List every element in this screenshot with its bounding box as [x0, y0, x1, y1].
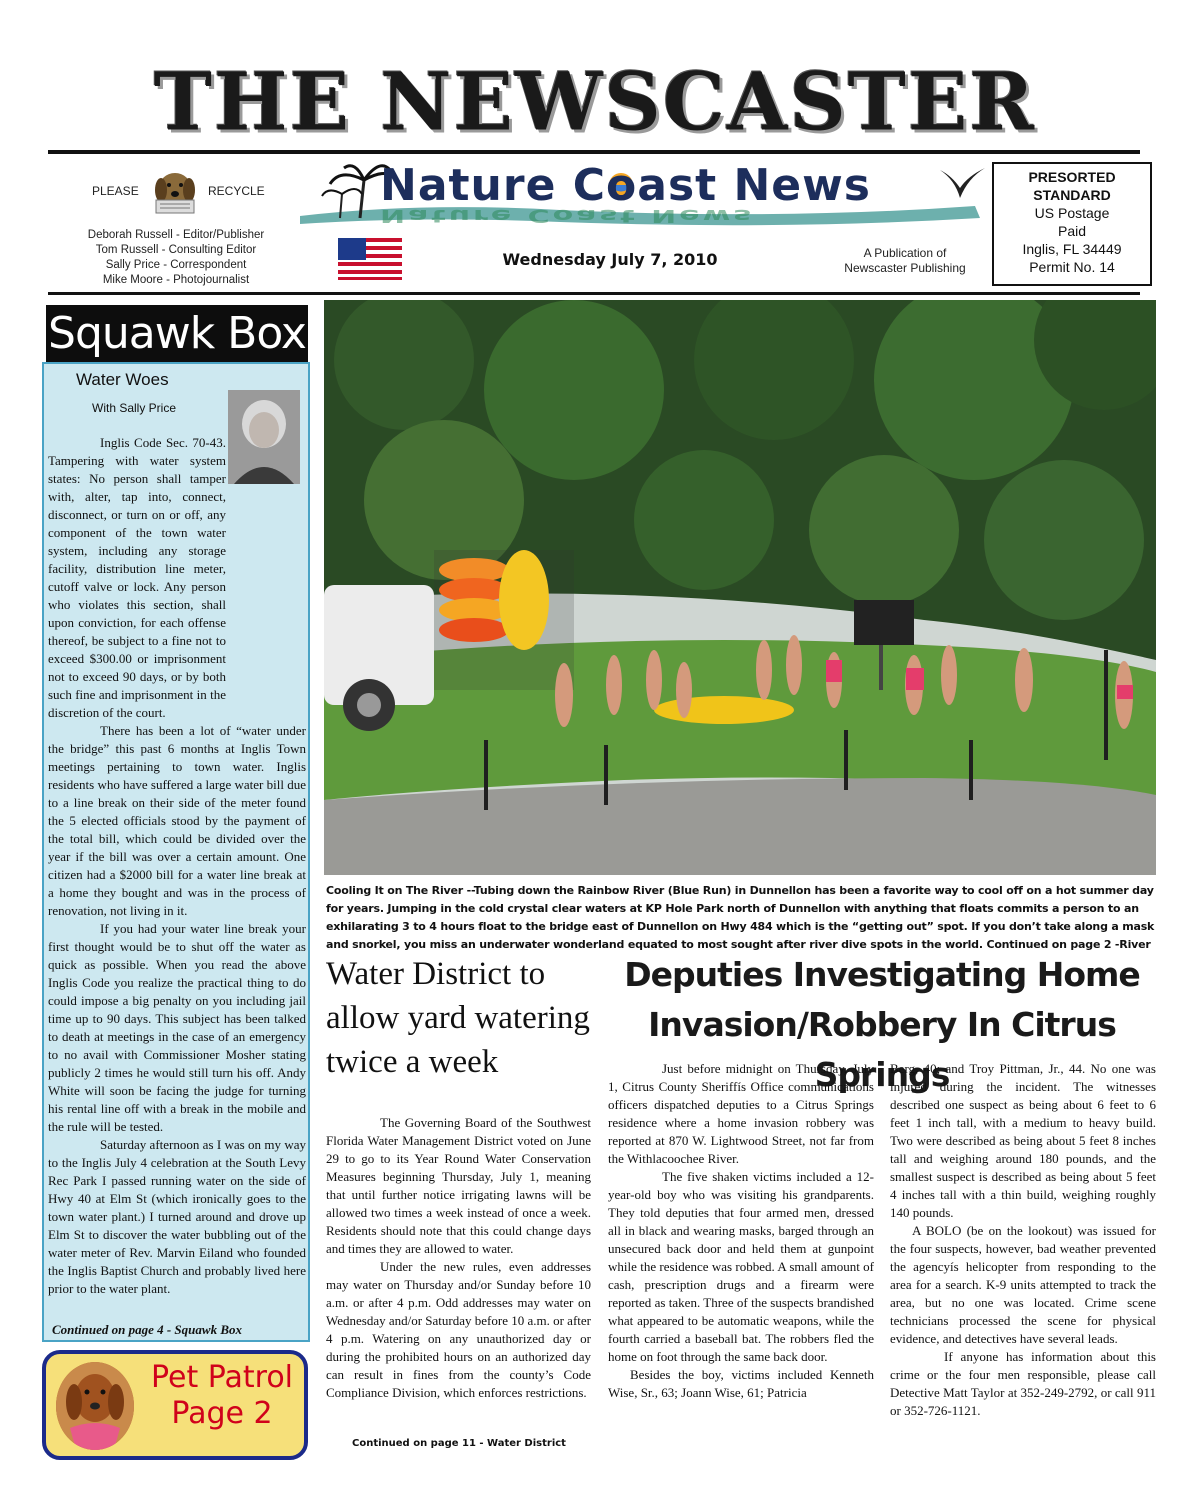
- pet-photo: [56, 1362, 134, 1450]
- newspaper-masthead: THE NEWSCASTER: [153, 56, 1037, 149]
- squawk-box-column: [42, 362, 310, 1342]
- publisher-line: A Publication of: [863, 246, 947, 260]
- article-paragraph: A BOLO (be on the lookout) was issued for the four suspects, however, bad weather prevented the agencyís helicopter from responding to the area for a search. K-9 units attempted to track the area, but no one was located. Crime scene technicians processed the scene for physical evidence, and detectives have several leads.: [890, 1223, 1156, 1346]
- staff-line: Mike Moore - Photojournalist: [102, 274, 250, 286]
- recycle-notice: [58, 170, 298, 220]
- staff-line: Tom Russell - Consulting Editor: [95, 244, 257, 256]
- header-rule: [48, 292, 1140, 295]
- publisher-line: Newscaster Publishing: [844, 261, 966, 275]
- deputies-column-1: [608, 1060, 874, 1402]
- article-paragraph: The Governing Board of the Southwest Florida Water Management District voted on June 29 to go to its Year Round Water Conservation Measures beginning Thursday, July 1, meaning that until further notice irrigating lawns will be allowed two times a week instead of once a week. Residents should note that this could change days and times they are allowed to water.: [326, 1115, 591, 1256]
- water-district-body: [326, 1114, 591, 1402]
- photo-caption: Cooling It on The River --Tubing down the Rainbow River (Blue Run) in Dunnellon has been a favorite way to cool off on a hot summer day for years. Jumping in the cold crystal clear waters at KP Hole Park north of Dunnellon with anything that floats commits a person to an exhilarating 3 to 4 hours float to the bridge east of Dunnellon on Hwy 484 which is the “getting out” spot. If you don’t take along a mask and snorkel, you miss an underwater wonderland equated to most sought after river dive spots in the world. Continued on page 2 -River: [326, 884, 1155, 951]
- masthead-rule: [48, 150, 1140, 154]
- column-paragraph: Saturday afternoon as I was on my way to the Inglis July 4 celebration at the South Levy Rec Park I passed running water on the side of Hwy 40 at Elm St (which ironically goes to the town water plant.) I turned around and drove up Elm St to discover the water bubbling out of the water meter of Rev. Marvin Eiland who founded the Inglis Baptist Church and probably lived here prior to the water plant.: [48, 1137, 306, 1296]
- dog-newspaper-icon: [148, 170, 202, 216]
- article-paragraph: Besides the boy, victims included Kenneth Wise, Sr., 63; Joann Wise, 61; Patricia: [608, 1367, 874, 1400]
- postage-line: US Postage: [1034, 205, 1110, 221]
- staff-line: Sally Price - Correspondent: [105, 259, 247, 271]
- logo-title: Nature Coast News: [380, 160, 871, 211]
- continued-note: Continued on page 11 - Water District: [352, 1438, 566, 1449]
- pet-patrol-promo[interactable]: [42, 1350, 308, 1460]
- article-paragraph: The five shaken victims included a 12-year-old boy who was visiting his grandparents. They told deputies that four armed men, dressed all in black and wearing masks, barged through an unsecured back door and held them at gunpoint while the residence was robbed. A small amount of cash, prescription drugs and a firearm were reported as taken. Three of the suspects brandished what appeared to be automatic weapons, while the fourth carried a baseball bat. The robbers fled the home on foot through the same back door.: [608, 1169, 874, 1364]
- deputies-column-2: [890, 1060, 1156, 1420]
- publisher-note: [820, 246, 990, 276]
- american-flag-icon: [338, 238, 402, 280]
- pet-patrol-line: Page 2: [171, 1396, 273, 1431]
- column-paragraph: Inglis Code Sec. 70-43. Tampering with water system states: No person shall tamper with, alter, tap into, connect, disconnect, or turn on or off, any component of the town water system, including any storage facility, distribution line meter, cutoff valve or lock. Any person who violates this section, shall upon conviction, for each offense thereof, be subject to a fine not to exceed $300.00 or imprisonment not to exceed 90 days, or by both such fine and imprisonment in the discretion of the court.: [48, 435, 226, 720]
- squawk-box-header: Squawk Box: [46, 305, 308, 363]
- pet-patrol-label: [138, 1360, 306, 1432]
- pet-patrol-line: Pet Patrol: [150, 1360, 294, 1395]
- issue-date: Wednesday July 7, 2010: [502, 250, 718, 269]
- seagull-icon: [940, 168, 985, 198]
- postage-line: Paid: [1057, 223, 1087, 239]
- article-paragraph: Just before midnight on Thursday, July 1, Citrus County Sheriffís Office communications officers dispatched deputies to a Citrus Springs residence where a home invasion robbery was reported at 870 W. Lightwood Street, not far from the Withlacoochee River.: [608, 1061, 874, 1166]
- logo-reflection: Nature Coast News: [380, 205, 755, 226]
- article-paragraph: Under the new rules, even addresses may water on Thursday and/or Sunday before 10 a.m. or after 4 p.m. Odd addresses may water on Wednesday and/or Saturday before 10 a.m. or after 4 p.m. Watering on any unauthorized day or during the prohibited hours on an authorized day can result in fines from the county’s Code Compliance Division, which enforces restrictions.: [326, 1259, 591, 1400]
- postage-line: PRESORTED: [1028, 169, 1116, 185]
- nature-coast-news-logo: [300, 158, 990, 230]
- postage-line: Permit No. 14: [1029, 259, 1115, 275]
- column-body: [48, 434, 306, 1298]
- staff-line: Deborah Russell - Editor/Publisher: [87, 229, 265, 241]
- postage-indicia: [992, 162, 1152, 286]
- deputies-headline: Deputies Investigating Home Invasion/Robbery In Citrus Springs: [624, 955, 1140, 1094]
- column-paragraph: There has been a lot of “water under the bridge” this past 6 months at Inglis Town meetings pertaining to town water. Inglis residents who have suffered a large water bill due to a line break on their side of the meter found the 5 elected officials stood by the payment of the total bill, which could be divided over the year if the bill was over a certain amount. One citizen had a $2000 bill for a water line break at a home they bought and was in the process of renovation, not living in it.: [48, 723, 306, 918]
- water-district-headline: Water District to allow yard watering twice a week: [326, 956, 590, 1080]
- postage-line: STANDARD: [1033, 187, 1111, 203]
- staff-list: [58, 228, 294, 288]
- postage-line: Inglis, FL 34449: [1022, 241, 1122, 257]
- article-paragraph: Berg, 40; and Troy Pittman, Jr., 44. No one was injured during the incident. The witnesses described one suspect as being about 6 feet to 6 feet 1 inch tall, with a medium to heavy build. Two were described as being about 5 feet 8 inches tall and weighing around 180 pounds, and the smallest suspect is described as being about 5 feet 4 inches tall with a thin build, weighing roughly 140 pounds.: [890, 1061, 1156, 1220]
- continued-note: Continued on page 4 - Squawk Box: [52, 1322, 242, 1337]
- column-byline: With Sally Price: [92, 401, 177, 415]
- column-paragraph: If you had your water line break your first thought would be to shut off the water as quick as possible. When you read the above Inglis Code you realize the practical thing to do could impose a big penalty on you including jail time up to 90 days. This subject has been talked to death at meetings in the case of an emergency to no avail with Commissioner Mosher stating publicly 2 times he would still turn his off. Andy White will soon be facing the judge for turning his rental line off with a break in the mobile and the rule will be tested.: [48, 921, 306, 1134]
- column-title: Water Woes: [76, 370, 169, 389]
- recycle-left-label: PLEASE: [92, 184, 139, 198]
- river-tubing-photo: [324, 300, 1156, 875]
- article-paragraph: If anyone has information about this crime or the four men responsible, please call Detective Matt Taylor at 352-249-2792, or call 911 or 352-726-1121.: [890, 1349, 1156, 1418]
- recycle-right-label: RECYCLE: [208, 184, 265, 198]
